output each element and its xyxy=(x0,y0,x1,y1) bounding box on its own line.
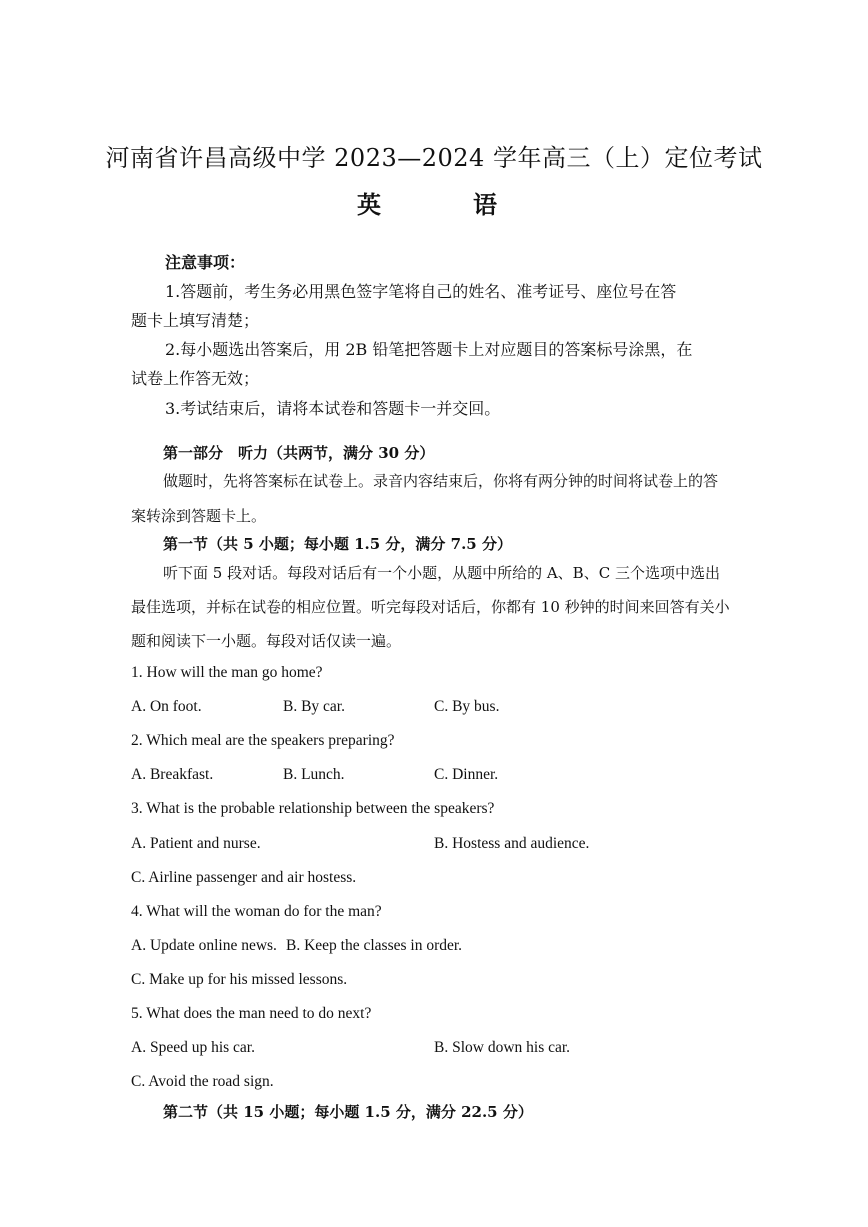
question-4-stem: 4. What will the woman do for the man? xyxy=(131,903,382,920)
section1-instructions: 听下面 5 段对话。每段对话后有一个小题，从题中所给的 A、B、C 三个选项中选出 xyxy=(163,564,720,582)
question-1-option-b: B. By car. xyxy=(283,698,345,715)
notice-item-1: 1.答题前，考生务必用黑色签字笔将自己的姓名、准考证号、座位号在答 xyxy=(165,282,677,301)
question-1-option-a: A. On foot. xyxy=(131,698,202,715)
subject-title: 英 语 xyxy=(357,190,531,219)
question-3-stem: 3. What is the probable relationship between the speakers? xyxy=(131,800,495,817)
question-4-option-b: B. Keep the classes in order. xyxy=(286,937,463,954)
question-2-stem: 2. Which meal are the speakers preparing? xyxy=(131,732,395,749)
notice-item-3: 3.考试结束后，请将本试卷和答题卡一并交回。 xyxy=(165,399,501,418)
question-4-option-c: C. Make up for his missed lessons. xyxy=(131,971,348,988)
notice-item-1-cont: 题卡上填写清楚； xyxy=(131,311,260,330)
question-3-option-c: C. Airline passenger and air hostess. xyxy=(131,869,357,886)
question-2-option-a: A. Breakfast. xyxy=(131,766,214,783)
question-5-stem: 5. What does the man need to do next? xyxy=(131,1005,372,1022)
part1-intro-cont: 案转涂到答题卡上。 xyxy=(131,507,267,525)
question-2-option-c: C. Dinner. xyxy=(434,766,499,783)
exam-title: 河南省许昌高级中学 2023—2024 学年高三（上）定位考试 xyxy=(105,144,763,172)
question-3-option-a: A. Patient and nurse. xyxy=(131,835,261,852)
section2-heading: 第二节（共 15 小题；每小题 1.5 分，满分 22.5 分） xyxy=(163,1103,533,1121)
question-3-option-b: B. Hostess and audience. xyxy=(434,835,590,852)
question-5-option-c: C. Avoid the road sign. xyxy=(131,1073,274,1090)
question-1-stem: 1. How will the man go home? xyxy=(131,664,323,681)
section1-instructions-end: 题和阅读下一小题。每段对话仅读一遍。 xyxy=(131,632,402,650)
section1-instructions-cont: 最佳选项，并标在试卷的相应位置。听完每段对话后，你都有 10 秒钟的时间来回答有关小 xyxy=(131,598,730,616)
question-4-option-a: A. Update online news. xyxy=(131,937,277,954)
notice-heading: 注意事项： xyxy=(165,253,246,272)
question-1-option-c: C. By bus. xyxy=(434,698,500,715)
part1-intro: 做题时，先将答案标在试卷上。录音内容结束后，你将有两分钟的时间将试卷上的答 xyxy=(163,472,719,490)
notice-item-2-cont: 试卷上作答无效； xyxy=(131,369,260,388)
question-2-option-b: B. Lunch. xyxy=(283,766,345,783)
section1-heading: 第一节（共 5 小题；每小题 1.5 分，满分 7.5 分） xyxy=(163,535,512,553)
question-5-option-b: B. Slow down his car. xyxy=(434,1039,571,1056)
question-5-option-a: A. Speed up his car. xyxy=(131,1039,255,1056)
part1-heading: 第一部分 听力（共两节，满分 30 分） xyxy=(163,444,435,462)
notice-item-2: 2.每小题选出答案后，用 2B 铅笔把答题卡上对应题目的答案标号涂黑，在 xyxy=(165,340,693,359)
